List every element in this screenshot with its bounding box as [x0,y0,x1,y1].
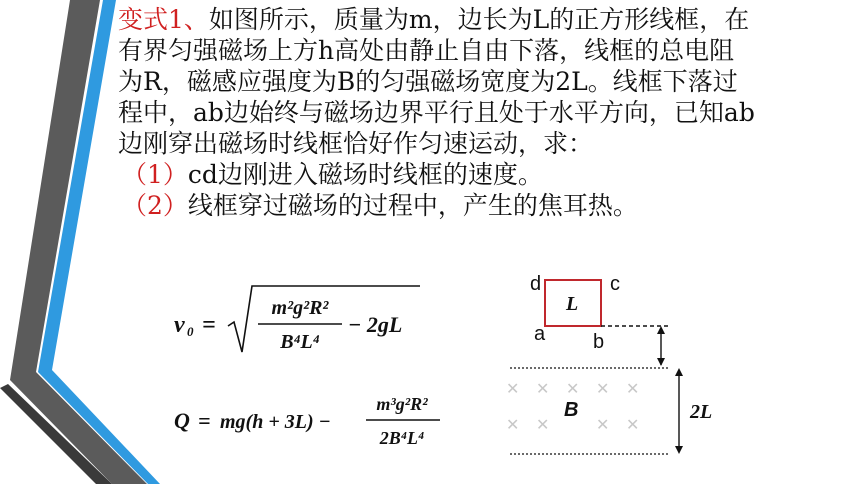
physics-diagram [480,268,740,468]
v0-denominator: B⁴L⁴ [280,331,320,353]
formula-v0 [170,280,430,360]
problem-text: 如图所示，质量为m，边长为L的正方形线框，在有界匀强磁场上方h高处由静止自由下落，线框的总电阻为R，磁感应强度为B的匀强磁场宽度为2L。线框下落过程中，ab边始终与磁场边界平行且处于水平方向，已知ab边刚穿出磁场时线框恰好作匀速运动，求： [118,5,755,158]
question-1 [118,159,758,190]
svg-text:✕: ✕ [506,379,520,398]
problem-statement [118,4,758,221]
corner-c-label: c [610,273,620,295]
question-2 [118,190,758,221]
svg-text:✕: ✕ [596,415,610,434]
field-label: B [564,399,579,421]
v0-tail: − 2gL [348,312,403,337]
Q-numerator: m³g²R² [376,394,428,414]
question-1-number: （1） [122,160,188,189]
width-label: 2L [690,401,713,423]
Q-denominator: 2B⁴L⁴ [379,428,425,448]
svg-text:✕: ✕ [506,415,520,434]
v0-lhs: v [174,312,185,338]
question-2-number: （2） [122,191,188,220]
side-length-label: L [566,293,579,315]
width-2L-arrowhead-bottom [675,446,683,454]
svg-text:✕: ✕ [536,379,550,398]
corner-b-label: b [593,331,605,353]
Q-prefix: mg(h + 3L) − [220,411,331,433]
svg-text:✕: ✕ [596,379,610,398]
Q-lhs: Q [174,408,190,433]
v0-equals: = [202,312,216,338]
formula-Q [170,384,460,456]
problem-body [118,4,758,159]
question-2-text: 线框穿过磁场的过程中，产生的焦耳热。 [187,191,638,220]
svg-text:✕: ✕ [626,379,640,398]
corner-d-label: d [530,273,542,295]
height-h-arrowhead-top [657,326,665,334]
svg-text:✕: ✕ [536,415,550,434]
svg-text:✕: ✕ [626,415,640,434]
problem-tag: 变式1、 [118,5,209,34]
width-2L-arrowhead-top [675,368,683,376]
svg-text:✕: ✕ [566,379,580,398]
question-1-text: cd边刚进入磁场时线框的速度。 [187,160,543,189]
corner-a-label: a [534,323,546,345]
Q-equals: = [198,408,211,433]
v0-numerator: m²g²R² [271,297,329,319]
v0-subscript: 0 [187,324,194,339]
height-h-arrowhead-bottom [657,358,665,366]
